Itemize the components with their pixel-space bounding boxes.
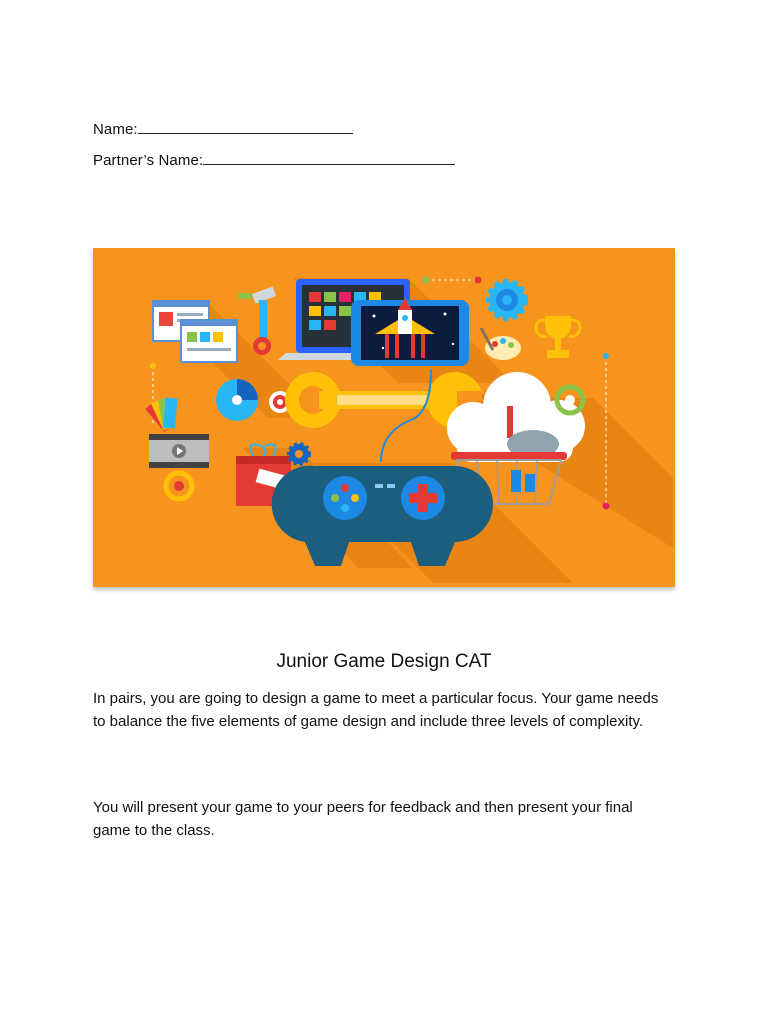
instructions-paragraph: In pairs, you are going to design a game to meet a particular focus. Your game needs to balance the five elements of game design and include three levels of complexity. [93,690,659,730]
document-title: Junior Game Design CAT [276,651,492,672]
trophy-icon [536,316,580,358]
name-field-line [93,121,353,138]
partner-name-label: Partner’s Name: [93,152,204,169]
presentation-paragraph: You will present your game to your peers for feedback and then present your final game to the class. [93,799,633,839]
palette-icon [481,328,521,360]
telescope-icon [238,287,276,340]
color-swatch-icon [145,397,177,431]
gear-icon [489,282,525,318]
game-design-illustration [93,248,675,587]
browser-window-icon [153,301,237,362]
partner-name-blank[interactable] [203,152,455,165]
gear-icon [253,337,271,355]
video-player-icon [149,434,209,468]
partner-name-field-line [93,152,455,169]
name-blank[interactable] [138,121,353,134]
dial-icon [166,473,192,499]
pie-chart-icon [216,379,258,421]
name-label: Name: [93,121,138,138]
gear-icon [289,444,309,464]
